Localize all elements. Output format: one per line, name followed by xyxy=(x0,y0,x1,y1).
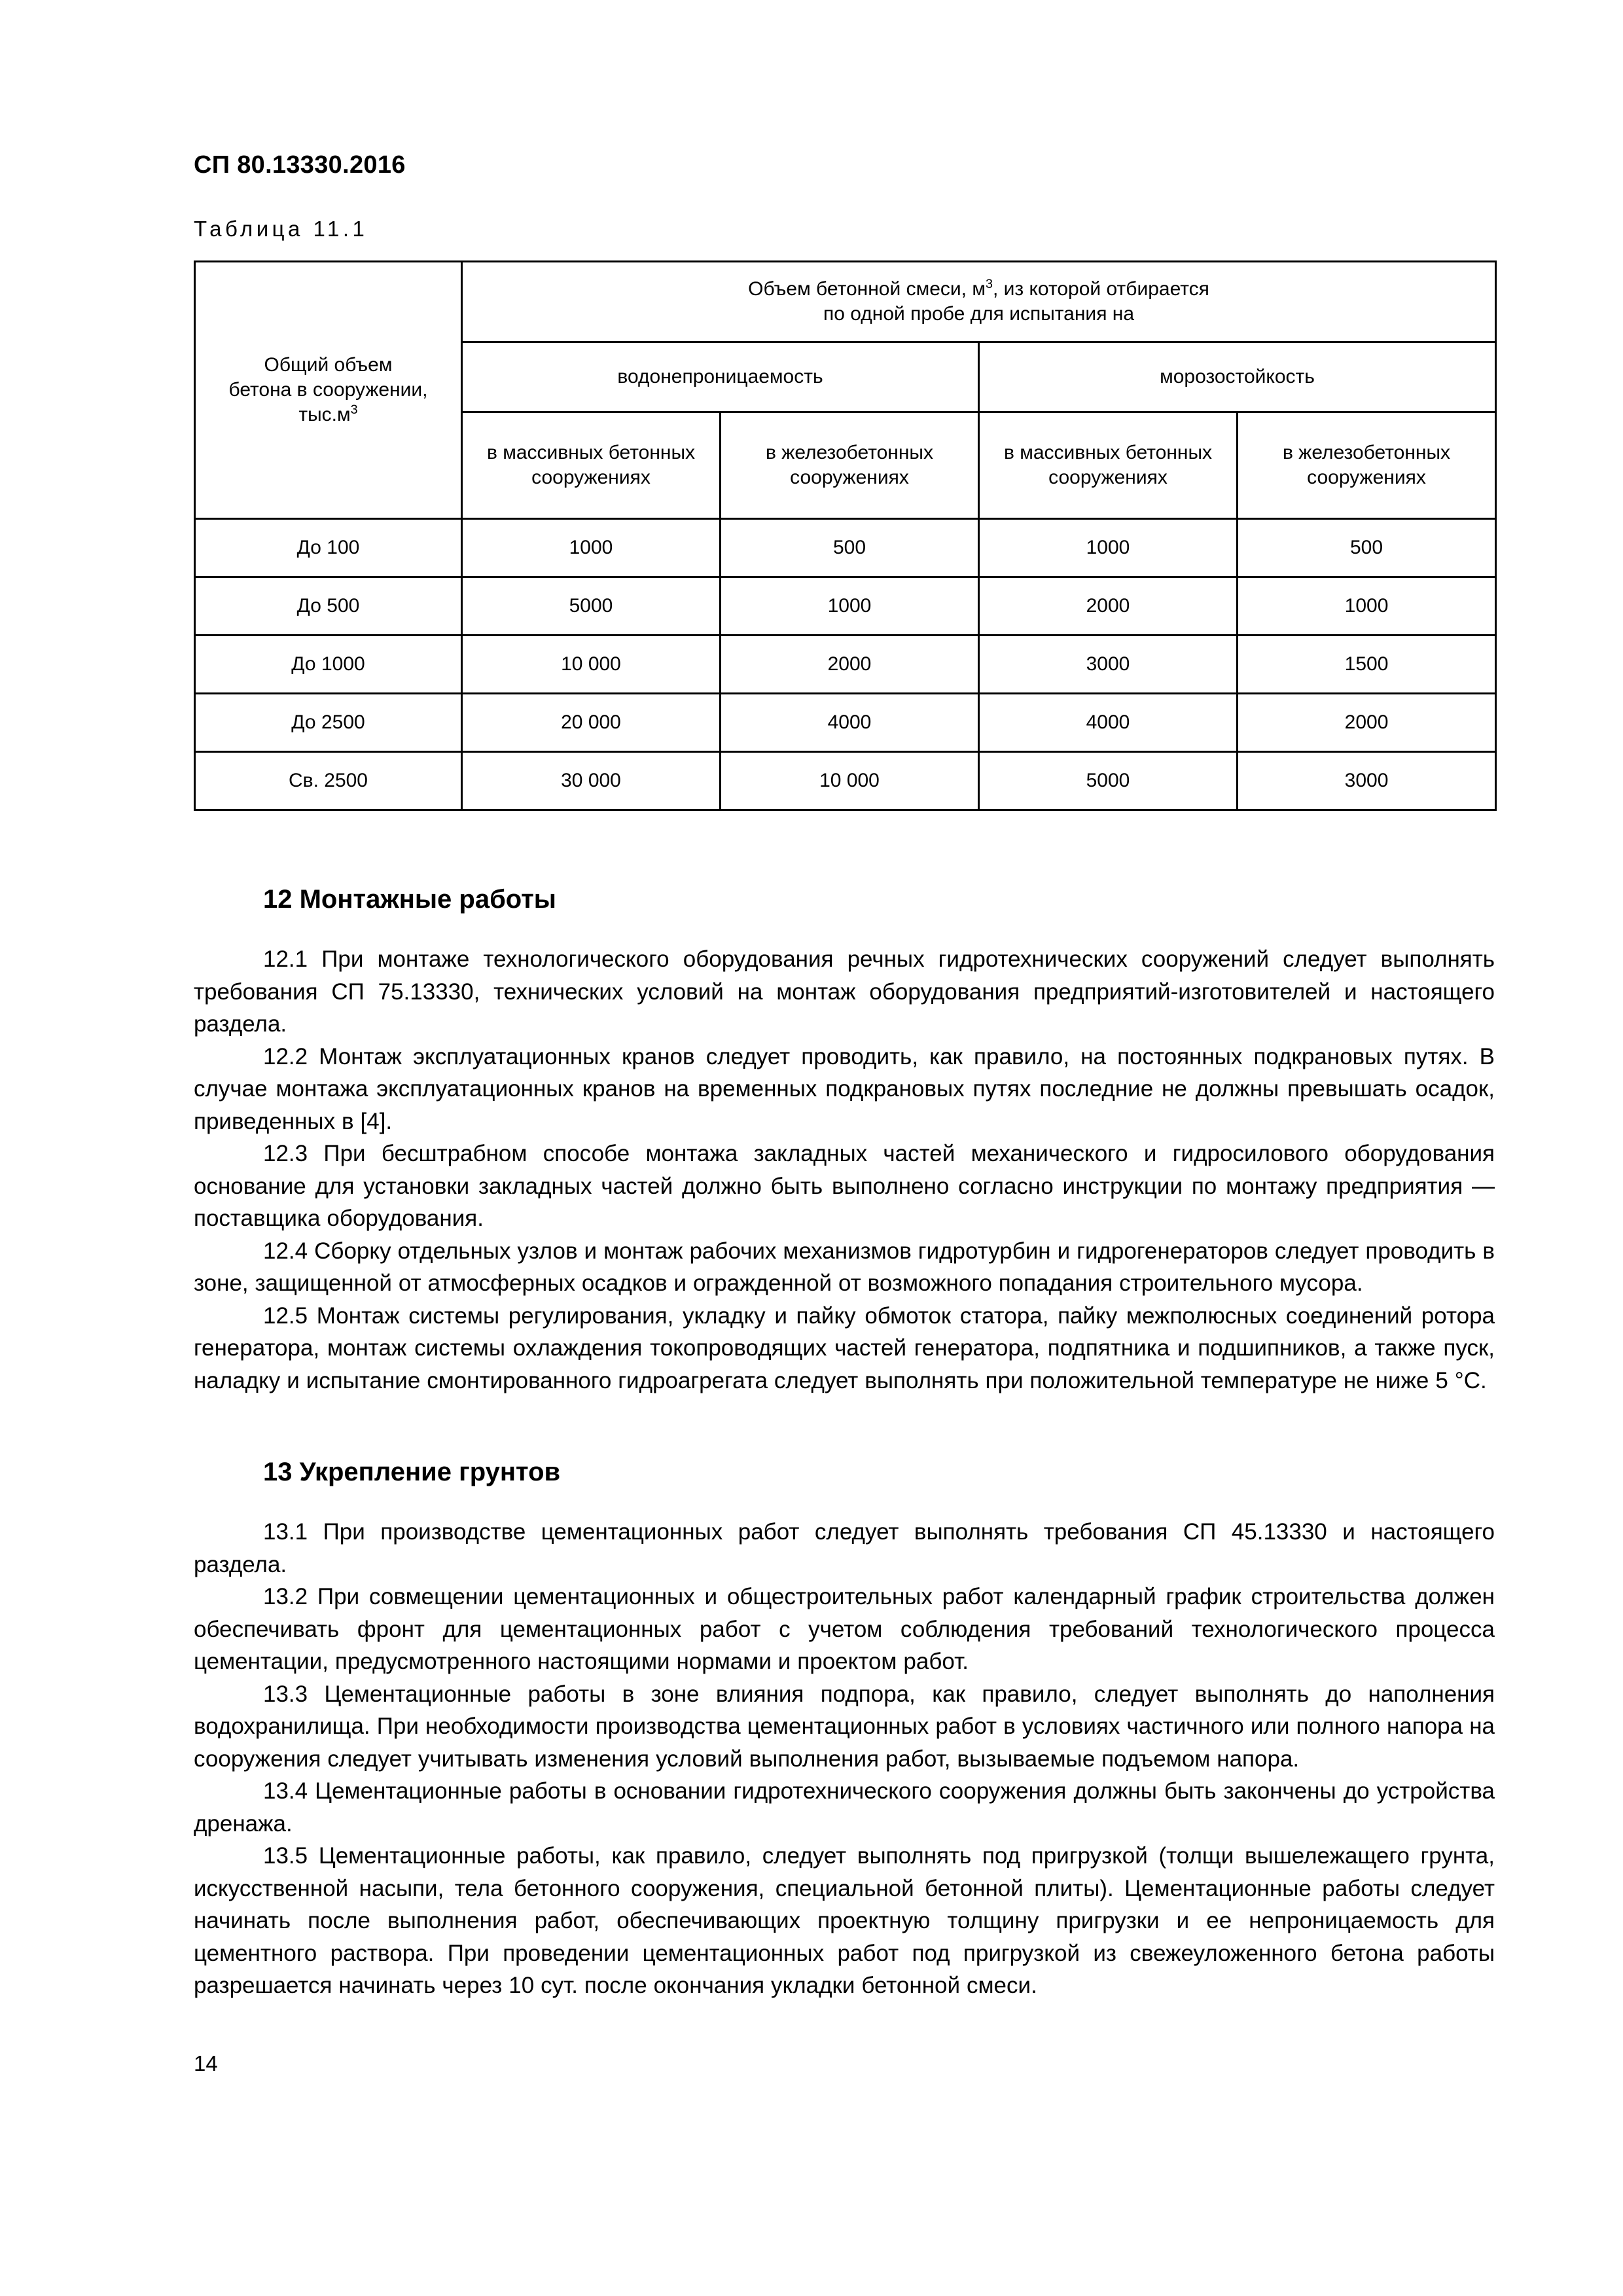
header-cell-fr-massive: в массивных бетонных сооружениях xyxy=(979,412,1238,519)
cell-wp-reinforced: 10 000 xyxy=(721,752,979,810)
cell-volume: До 2500 xyxy=(195,694,462,752)
header-total-volume-line2: бетона в сооружении, xyxy=(228,378,428,401)
paragraph-12-4: 12.4 Сборку отдельных узлов и монтаж рабочих механизмов гидротурбин и гидрогенераторов следует проводить в зоне, защищенной от атмосферных осадков и огражденной от возможного попадания строительного мусора. xyxy=(194,1238,1495,1297)
header-cell-wp-reinforced: в железобетонных сооружениях xyxy=(721,412,979,519)
spacer xyxy=(194,811,1495,884)
header-cell-mix-volume xyxy=(462,262,1496,342)
cell-volume: Св. 2500 xyxy=(195,752,462,810)
table-row xyxy=(195,577,1496,636)
cell-wp-reinforced: 4000 xyxy=(721,694,979,752)
cell-wp-massive: 10 000 xyxy=(462,636,721,694)
cell-fr-massive: 1000 xyxy=(979,519,1238,577)
header-mix-volume-line2: по одной пробе для испытания на xyxy=(823,303,1135,325)
paragraph-13-5: 13.5 Цементационные работы, как правило, следует выполнять под пригрузкой (толщи вышележащего грунта, искусственной насыпи, тела бетонного сооружения, специальной бетонной плиты). Цементационные работы следует начинать после выполнения работ, обеспечивающих проектную толщину пригрузки и ее непроницаемость для цементного раствора. При проведении цементационных работ под пригрузкой из свежеуложенного бетона работы разрешается начинать через 10 сут. после окончания укладки бетонной смеси. xyxy=(194,1843,1495,1999)
header-total-volume-line1: Общий объем xyxy=(264,353,393,376)
table-row xyxy=(195,752,1496,810)
paragraph-12-3: 12.3 При бесштрабном способе монтажа закладных частей механического и гидросилового оборудования основание для установки закладных частей должно быть выполнено согласно инструкции по монтажу предприятия — поставщика оборудования. xyxy=(194,1141,1495,1232)
paragraph-13-2: 13.2 При совмещении цементационных и общестроительных работ календарный график строительства должен обеспечивать фронт для цементационных работ с учетом соблюдения требований технологического процесса цементации, предусмотренного настоящими нормами и проектом работ. xyxy=(194,1584,1495,1675)
cell-fr-reinforced: 3000 xyxy=(1238,752,1496,810)
page-content xyxy=(194,0,1495,2002)
cell-wp-massive: 20 000 xyxy=(462,694,721,752)
header-cell-wp-massive: в массивных бетонных сооружениях xyxy=(462,412,721,519)
cell-wp-massive: 30 000 xyxy=(462,752,721,810)
header-cell-fr-reinforced: в железобетонных сооружениях xyxy=(1238,412,1496,519)
cell-fr-reinforced: 1500 xyxy=(1238,636,1496,694)
header-mix-volume-exponent: 3 xyxy=(985,276,993,291)
header-mix-volume-line1-prefix: Объем бетонной смеси, м xyxy=(748,278,986,300)
cell-fr-massive: 2000 xyxy=(979,577,1238,636)
cell-fr-massive: 4000 xyxy=(979,694,1238,752)
spacer xyxy=(194,914,1495,943)
running-head: СП 80.13330.2016 xyxy=(194,151,406,179)
table-header-row-1 xyxy=(195,262,1496,342)
header-total-volume-line3: тыс.м xyxy=(298,404,351,426)
spacer xyxy=(194,1397,1495,1457)
header-total-volume-exponent: 3 xyxy=(350,403,358,418)
cell-fr-reinforced: 2000 xyxy=(1238,694,1496,752)
paragraph-13-1: 13.1 При производстве цементационных работ следует выполнять требования СП 45.13330 и настоящего раздела. xyxy=(194,1519,1495,1577)
cell-volume: До 1000 xyxy=(195,636,462,694)
header-cell-frost-resistance: морозостойкость xyxy=(979,342,1496,412)
header-mix-volume-line1-suffix: , из которой отбирается xyxy=(992,278,1209,300)
cell-wp-massive: 1000 xyxy=(462,519,721,577)
cell-fr-massive: 5000 xyxy=(979,752,1238,810)
paragraph-13-3: 13.3 Цементационные работы в зоне влияния подпора, как правило, следует выполнять до наполнения водохранилища. При необходимости производства цементационных работ в условиях частичного или полного напора на сооружения следует учитывать изменения условий выполнения работ, вызываемые подъемом напора. xyxy=(194,1681,1495,1772)
cell-fr-reinforced: 500 xyxy=(1238,519,1496,577)
table-11-1 xyxy=(194,260,1497,811)
cell-volume: До 500 xyxy=(195,577,462,636)
table-row xyxy=(195,694,1496,752)
table-caption: Таблица 11.1 xyxy=(194,216,368,241)
header-cell-waterproofing: водонепроницаемость xyxy=(462,342,979,412)
cell-wp-reinforced: 1000 xyxy=(721,577,979,636)
paragraph-12-5: 12.5 Монтаж системы регулирования, укладку и пайку обмоток статора, пайку межполюсных соединений ротора генератора, монтаж системы охлаждения токопроводящих частей генератора, подпятника и подшипников, а также пуск, наладку и испытание смонтированного гидроагрегата следует выполнять при положительной температуре не ниже 5 °C. xyxy=(194,1302,1495,1393)
table-row xyxy=(195,519,1496,577)
cell-volume: До 100 xyxy=(195,519,462,577)
table-row xyxy=(195,636,1496,694)
cell-fr-reinforced: 1000 xyxy=(1238,577,1496,636)
page-number: 14 xyxy=(194,2051,218,2075)
paragraph-13-4: 13.4 Цементационные работы в основании гидротехнического сооружения должны быть закончены до устройства дренажа. xyxy=(194,1778,1495,1837)
cell-wp-reinforced: 2000 xyxy=(721,636,979,694)
cell-fr-massive: 3000 xyxy=(979,636,1238,694)
header-cell-total-volume xyxy=(195,262,462,519)
section-heading-12: 12 Монтажные работы xyxy=(263,885,556,914)
paragraph-12-1: 12.1 При монтаже технологического оборудования речных гидротехнических сооружений следует выполнять требования СП 75.13330, технических условий на монтаж оборудования предприятий-изготовителей и настоящего раздела. xyxy=(194,946,1495,1037)
section-heading-13: 13 Укрепление грунтов xyxy=(263,1458,561,1487)
cell-wp-massive: 5000 xyxy=(462,577,721,636)
spacer xyxy=(194,1487,1495,1516)
paragraph-12-2: 12.2 Монтаж эксплуатационных кранов следует проводить, как правило, на постоянных подкрановых путях. В случае монтажа эксплуатационных кранов на временных подкрановых путях последние не должны превышать осадок, приведенных в [4]. xyxy=(194,1043,1495,1134)
cell-wp-reinforced: 500 xyxy=(721,519,979,577)
